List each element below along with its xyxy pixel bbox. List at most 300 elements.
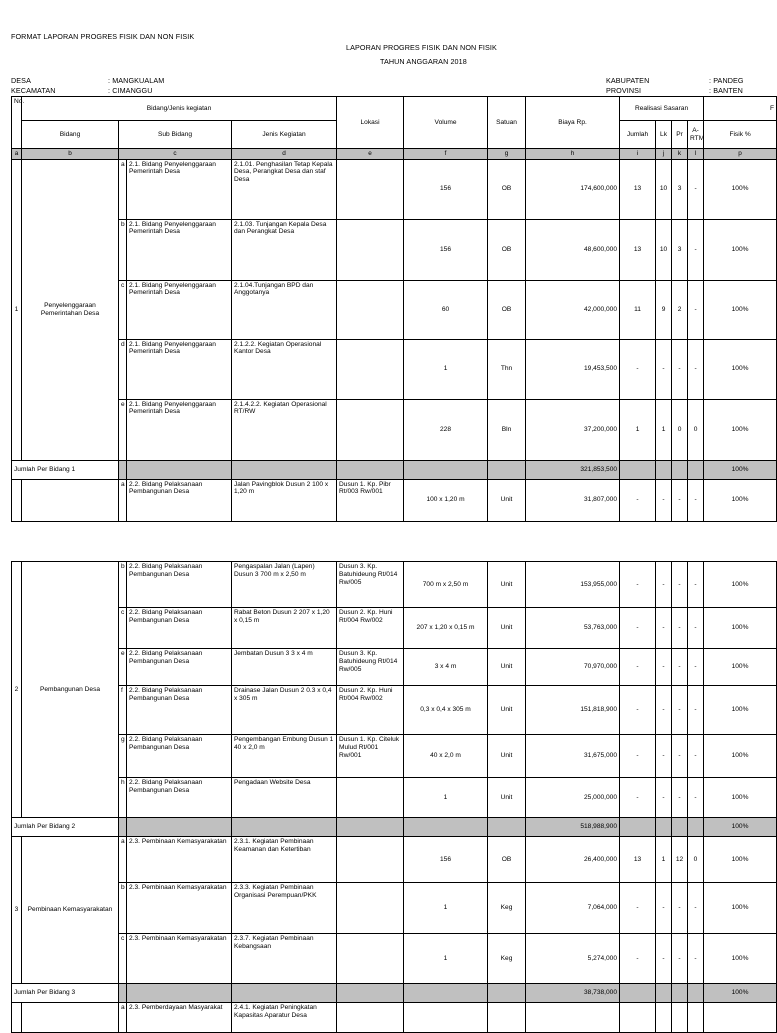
empty-cell (119, 460, 127, 479)
fisik-cell: 100% (704, 339, 777, 399)
jumlah-cell: - (620, 608, 656, 649)
sub-bidang-cell: 2.2. Bidang Pelaksanaan Pembangunan Desa (127, 649, 232, 686)
table-row (12, 934, 777, 984)
sub-letter-cell: b (119, 883, 127, 934)
lk-cell: - (656, 339, 672, 399)
lk-cell: 10 (656, 219, 672, 280)
volume-cell: 156 (404, 159, 488, 219)
jenis-kegiatan-cell: 2.1.04.Tunjangan BPD dan Anggotanya (232, 280, 337, 339)
artm-cell: - (688, 562, 704, 608)
artm-cell: - (688, 219, 704, 280)
jenis-kegiatan-cell: 2.1.4.2.2. Kegiatan Operasional RT/RW (232, 399, 337, 460)
satuan-cell: Keg (488, 883, 526, 934)
satuan-cell: Unit (488, 649, 526, 686)
empty-cell (488, 984, 526, 1003)
volume-cell: 1 (404, 339, 488, 399)
empty-cell (127, 818, 232, 837)
satuan-cell: Unit (488, 479, 526, 521)
table-row (12, 735, 777, 778)
fisik-cell: 100% (704, 219, 777, 280)
col-lk: Lk (656, 121, 672, 149)
satuan-cell: Unit (488, 686, 526, 735)
pr-cell: - (672, 778, 688, 818)
volume-cell: 700 m x 2,50 m (404, 562, 488, 608)
col-realisasi: Realisasi Sasaran (620, 97, 704, 121)
lk-cell: - (656, 778, 672, 818)
col-bidang-jenis: Bidang/Jenis kegiatan (22, 97, 337, 121)
pr-cell: - (672, 735, 688, 778)
kecamatan-value: : CIMANGGU (108, 86, 153, 95)
desa-label: DESA (11, 76, 31, 85)
pr-cell: 3 (672, 219, 688, 280)
artm-cell: - (688, 280, 704, 339)
jumlah-cell: - (620, 883, 656, 934)
satuan-cell: Thn (488, 339, 526, 399)
sub-letter-cell: e (119, 399, 127, 460)
empty-cell (488, 460, 526, 479)
fisik-cell: 100% (704, 778, 777, 818)
empty-cell (688, 818, 704, 837)
empty-cell (620, 1003, 656, 1033)
table-row (12, 778, 777, 818)
satuan-cell: Unit (488, 562, 526, 608)
col-biaya: Biaya Rp. (526, 97, 620, 149)
bidang-3-body (12, 837, 777, 1003)
empty-cell (127, 984, 232, 1003)
letter-cell: l (688, 149, 704, 160)
kabupaten-label: KABUPATEN (606, 76, 650, 85)
volume-cell: 60 (404, 280, 488, 339)
jumlah-cell: - (620, 934, 656, 984)
biaya-cell: 70,970,000 (526, 649, 620, 686)
provinsi-label: PROVINSI (606, 86, 642, 95)
satuan-cell: OB (488, 280, 526, 339)
empty-cell (688, 984, 704, 1003)
biaya-cell: 151,818,900 (526, 686, 620, 735)
bidang-name-cell: Pembangunan Desa (22, 562, 119, 818)
sub-bidang-cell: 2.3. Pembinaan Kemasyarakatan (127, 934, 232, 984)
col-artm-line1: A- (692, 126, 699, 134)
bidang-number-cell: 1 (12, 159, 22, 460)
biaya-cell: 5,274,000 (526, 934, 620, 984)
sub-letter-cell: a (119, 837, 127, 883)
col-jenis: Jenis Kegiatan (232, 121, 337, 149)
jenis-kegiatan-cell: 2.1.2.2. Kegiatan Operasional Kantor Desa (232, 339, 337, 399)
pr-cell: - (672, 686, 688, 735)
fisik-cell: 100% (704, 837, 777, 883)
empty-cell (404, 818, 488, 837)
subtotal-row (12, 984, 777, 1003)
biaya-cell: 37,200,000 (526, 399, 620, 460)
column-letter-row (12, 149, 777, 160)
lk-cell: - (656, 479, 672, 521)
subtotal-biaya: 321,853,500 (526, 460, 620, 479)
empty-cell (232, 818, 337, 837)
letter-cell: k (672, 149, 688, 160)
table-row (12, 219, 777, 280)
sub-letter-cell: f (119, 686, 127, 735)
sub-bidang-cell: 2.2. Bidang Pelaksanaan Pembangunan Desa (127, 608, 232, 649)
subtotal-row (12, 460, 777, 479)
artm-cell: - (688, 649, 704, 686)
letter-cell: p (704, 149, 777, 160)
table-row (12, 280, 777, 339)
empty-cell (620, 460, 656, 479)
fisik-cell: 100% (704, 608, 777, 649)
lokasi-cell (337, 883, 404, 934)
year-line: TAHUN ANGGARAN 2018 (380, 57, 467, 66)
col-volume: Volume (404, 97, 488, 149)
report-page-1 (11, 96, 775, 520)
table-row (12, 159, 777, 219)
pr-cell: - (672, 339, 688, 399)
jenis-kegiatan-cell: 2.3.7. Kegiatan Pembinaan Kebangsaan (232, 934, 337, 984)
jenis-kegiatan-cell: 2.1.03. Tunjangan Kepala Desa dan Perangkat Desa (232, 219, 337, 280)
biaya-cell: 153,955,000 (526, 562, 620, 608)
volume-cell: 0,3 x 0,4 x 305 m (404, 686, 488, 735)
jenis-kegiatan-cell: Drainase Jalan Dusun 2 0.3 x 0,4 x 305 m (232, 686, 337, 735)
lokasi-cell (337, 837, 404, 883)
report-page-2 (11, 561, 768, 1024)
letter-cell: d (232, 149, 337, 160)
biaya-cell: 26,400,000 (526, 837, 620, 883)
sub-bidang-cell: 2.2. Bidang Pelaksanaan Pembangunan Desa (127, 479, 232, 521)
letter-cell: f (404, 149, 488, 160)
bidang-number-cell: 2 (12, 562, 22, 818)
lokasi-cell: Dusun 2. Kp. Huni Rt/004 Rw/002 (337, 608, 404, 649)
biaya-cell: 31,807,000 (526, 479, 620, 521)
artm-cell: - (688, 686, 704, 735)
bidang-4-body (12, 1003, 777, 1033)
bidang-number-cell (12, 1003, 22, 1033)
empty-cell (404, 460, 488, 479)
bidang-2-body-start (12, 479, 777, 521)
sub-bidang-cell: 2.1. Bidang Penyelenggaraan Pemerintah Desa (127, 339, 232, 399)
sub-bidang-cell: 2.3. Pembinaan Kemasyarakatan (127, 837, 232, 883)
jumlah-cell: - (620, 649, 656, 686)
sub-letter-cell: c (119, 934, 127, 984)
sub-letter-cell: b (119, 219, 127, 280)
satuan-cell: Keg (488, 934, 526, 984)
volume-cell: 3 x 4 m (404, 649, 488, 686)
lk-cell: - (656, 735, 672, 778)
lokasi-cell (337, 159, 404, 219)
fisik-cell: 100% (704, 934, 777, 984)
empty-cell (337, 984, 404, 1003)
col-satuan: Satuan (488, 97, 526, 149)
lokasi-cell (337, 399, 404, 460)
letter-cell: e (337, 149, 404, 160)
artm-cell: - (688, 735, 704, 778)
empty-cell (672, 1003, 688, 1033)
pr-cell: - (672, 562, 688, 608)
satuan-cell: Unit (488, 608, 526, 649)
satuan-cell: Bln (488, 399, 526, 460)
biaya-cell: 7,064,000 (526, 883, 620, 934)
artm-cell: - (688, 608, 704, 649)
empty-cell (672, 460, 688, 479)
artm-cell: - (688, 778, 704, 818)
sub-bidang-cell: 2.2. Bidang Pelaksanaan Pembangunan Desa (127, 778, 232, 818)
fisik-cell: 100% (704, 649, 777, 686)
volume-cell: 1 (404, 934, 488, 984)
jenis-kegiatan-cell: Jembatan Dusun 3 3 x 4 m (232, 649, 337, 686)
empty-cell (337, 1003, 404, 1033)
col-artm (688, 121, 704, 149)
bidang-name-cell: Pembinaan Kemasyarakatan (22, 837, 119, 984)
satuan-cell: Unit (488, 778, 526, 818)
jumlah-cell: - (620, 686, 656, 735)
table-row (12, 399, 777, 460)
format-title: FORMAT LAPORAN PROGRES FISIK DAN NON FISIK (11, 32, 195, 41)
jumlah-cell: - (620, 479, 656, 521)
jenis-kegiatan-cell: 2.3.3. Kegiatan Pembinaan Organisasi Perempuan/PKK (232, 883, 337, 934)
empty-cell (488, 1003, 526, 1033)
report-table-2 (11, 561, 777, 1033)
empty-cell (688, 460, 704, 479)
sub-bidang-cell: 2.3. Pembinaan Kemasyarakatan (127, 883, 232, 934)
sub-bidang-cell: 2.2. Bidang Pelaksanaan Pembangunan Desa (127, 735, 232, 778)
empty-cell (232, 460, 337, 479)
volume-cell: 1 (404, 778, 488, 818)
letter-cell: i (620, 149, 656, 160)
volume-cell: 40 x 2,0 m (404, 735, 488, 778)
empty-cell (672, 818, 688, 837)
pr-cell: 3 (672, 159, 688, 219)
col-artm-line2: RTM (690, 134, 705, 142)
jumlah-cell: - (620, 778, 656, 818)
letter-cell: g (488, 149, 526, 160)
satuan-cell: OB (488, 219, 526, 280)
empty-cell (688, 1003, 704, 1033)
jenis-kegiatan-cell: 2.3.1. Kegiatan Pembinaan Keamanan dan Ketertiban (232, 837, 337, 883)
pr-cell: - (672, 883, 688, 934)
subtotal-fisik: 100% (704, 818, 777, 837)
lokasi-cell (337, 934, 404, 984)
bidang-number-cell (12, 479, 22, 521)
artm-cell: - (688, 934, 704, 984)
satuan-cell: OB (488, 837, 526, 883)
jenis-kegiatan-cell: Rabat Beton Dusun 2 207 x 1,20 x 0,15 m (232, 608, 337, 649)
bidang-2-body-cont (12, 562, 777, 837)
jumlah-cell: 1 (620, 399, 656, 460)
pr-cell: 12 (672, 837, 688, 883)
report-table-1 (11, 96, 777, 522)
empty-cell (119, 984, 127, 1003)
empty-cell (488, 818, 526, 837)
letter-cell: c (119, 149, 232, 160)
biaya-cell: 42,000,000 (526, 280, 620, 339)
sub-letter-cell: h (119, 778, 127, 818)
pr-cell: 2 (672, 280, 688, 339)
sub-letter-cell: d (119, 339, 127, 399)
fisik-cell: 100% (704, 399, 777, 460)
lokasi-cell: Dusun 3. Kp. Batuhideung Rt/014 Rw/005 (337, 562, 404, 608)
lk-cell: - (656, 649, 672, 686)
pr-cell: - (672, 649, 688, 686)
lk-cell: 9 (656, 280, 672, 339)
lk-cell: 1 (656, 837, 672, 883)
jumlah-cell: - (620, 735, 656, 778)
pr-cell: - (672, 934, 688, 984)
volume-cell: 156 (404, 837, 488, 883)
lokasi-cell: Dusun 2. Kp. Huni Rt/004 Rw/002 (337, 686, 404, 735)
table-row (12, 686, 777, 735)
jenis-kegiatan-cell: Pengembangan Embung Dusun 1 40 x 2,0 m (232, 735, 337, 778)
table-row (12, 837, 777, 883)
jumlah-cell: 11 (620, 280, 656, 339)
subtotal-label: Jumlah Per Bidang 2 (12, 818, 119, 837)
bidang-1-body (12, 159, 777, 479)
fisik-cell: 100% (704, 159, 777, 219)
col-pr: Pr (672, 121, 688, 149)
pr-cell: - (672, 608, 688, 649)
pr-cell: 0 (672, 399, 688, 460)
table-row (12, 608, 777, 649)
lokasi-cell (337, 219, 404, 280)
lokasi-cell (337, 778, 404, 818)
lokasi-cell: Dusun 3. Kp. Batuhideung Rt/014 Rw/005 (337, 649, 404, 686)
empty-cell (656, 818, 672, 837)
jenis-kegiatan-cell: 2.1.01. Penghasilan Tetap Kepala Desa, Perangkat Desa dan staf Desa (232, 159, 337, 219)
col-no: No. (12, 97, 22, 149)
sub-bidang-cell: 2.2. Bidang Pelaksanaan Pembangunan Desa (127, 562, 232, 608)
empty-cell (404, 984, 488, 1003)
bidang-name-cell: Penyelenggaraan Pemerintahan Desa (22, 159, 119, 460)
empty-cell (656, 460, 672, 479)
sub-letter-cell: g (119, 735, 127, 778)
biaya-cell: 31,675,000 (526, 735, 620, 778)
artm-cell: 0 (688, 837, 704, 883)
col-sub-bidang: Sub Bidang (119, 121, 232, 149)
subtotal-row (12, 818, 777, 837)
lk-cell: - (656, 562, 672, 608)
volume-cell: 1 (404, 883, 488, 934)
pr-cell: - (672, 479, 688, 521)
kabupaten-value: : PANDEG (709, 76, 744, 85)
fisik-cell: 100% (704, 686, 777, 735)
sub-letter-cell: a (119, 479, 127, 521)
fisik-cell: 100% (704, 735, 777, 778)
subtotal-label: Jumlah Per Bidang 3 (12, 984, 119, 1003)
provinsi-value: : BANTEN (709, 86, 743, 95)
report-title: LAPORAN PROGRES FISIK DAN NON FISIK (346, 43, 497, 52)
fisik-cell: 100% (704, 562, 777, 608)
artm-cell: - (688, 479, 704, 521)
lokasi-cell (337, 280, 404, 339)
letter-cell: h (526, 149, 620, 160)
lk-cell: - (656, 608, 672, 649)
volume-cell: 156 (404, 219, 488, 280)
letter-cell: b (22, 149, 119, 160)
sub-bidang-cell: 2.1. Bidang Penyelenggaraan Pemerintah Desa (127, 219, 232, 280)
table-row (12, 883, 777, 934)
lokasi-cell: Dusun 1. Kp. Citeluk Mulud Rt/001 Rw/001 (337, 735, 404, 778)
jenis-kegiatan-cell: Jalan Pavingblok Dusun 2 100 x 1,20 m (232, 479, 337, 521)
lk-cell: - (656, 934, 672, 984)
sub-letter-cell: b (119, 562, 127, 608)
jumlah-cell: - (620, 562, 656, 608)
jenis-kegiatan-cell: 2.4.1. Kegiatan Peningkatan Kapasitas Aparatur Desa (232, 1003, 337, 1033)
col-next-cut: F (704, 97, 777, 121)
biaya-cell: 25,000,000 (526, 778, 620, 818)
volume-cell: 207 x 1,20 x 0,15 m (404, 608, 488, 649)
col-fisik: Fisik % (704, 121, 777, 149)
satuan-cell: OB (488, 159, 526, 219)
jumlah-cell: 13 (620, 219, 656, 280)
subtotal-label: Jumlah Per Bidang 1 (12, 460, 119, 479)
sub-bidang-cell: 2.2. Bidang Pelaksanaan Pembangunan Desa (127, 686, 232, 735)
sub-bidang-cell: 2.1. Bidang Penyelenggaraan Pemerintah Desa (127, 280, 232, 339)
letter-cell: j (656, 149, 672, 160)
lk-cell: - (656, 686, 672, 735)
empty-cell (404, 1003, 488, 1033)
empty-cell (620, 818, 656, 837)
empty-cell (337, 460, 404, 479)
empty-cell (672, 984, 688, 1003)
volume-cell: 228 (404, 399, 488, 460)
volume-cell: 100 x 1,20 m (404, 479, 488, 521)
table-row (12, 649, 777, 686)
empty-cell (127, 460, 232, 479)
lokasi-cell: Dusun 1. Kp. Pibr Rt/003 Rw/001 (337, 479, 404, 521)
empty-cell (232, 984, 337, 1003)
empty-cell (620, 984, 656, 1003)
table-row (12, 1003, 777, 1033)
sub-letter-cell: a (119, 159, 127, 219)
artm-cell: - (688, 159, 704, 219)
bidang-name-cell (22, 479, 119, 521)
subtotal-biaya: 518,988,900 (526, 818, 620, 837)
letter-cell: a (12, 149, 22, 160)
fisik-cell: 100% (704, 883, 777, 934)
empty-cell (526, 1003, 620, 1033)
biaya-cell: 48,600,000 (526, 219, 620, 280)
bidang-number-cell: 3 (12, 837, 22, 984)
empty-cell (337, 818, 404, 837)
biaya-cell: 53,763,000 (526, 608, 620, 649)
col-jumlah: Jumlah (620, 121, 656, 149)
col-lokasi: Lokasi (337, 97, 404, 149)
artm-cell: - (688, 883, 704, 934)
table-row (12, 479, 777, 521)
sub-letter-cell: a (119, 1003, 127, 1033)
empty-cell (656, 1003, 672, 1033)
col-bidang: Bidang (22, 121, 119, 149)
artm-cell: 0 (688, 399, 704, 460)
lokasi-cell (337, 339, 404, 399)
empty-cell (119, 818, 127, 837)
fisik-cell: 100% (704, 479, 777, 521)
satuan-cell: Unit (488, 735, 526, 778)
table-row (12, 339, 777, 399)
empty-cell (656, 984, 672, 1003)
subtotal-fisik: 100% (704, 460, 777, 479)
table-row (12, 562, 777, 608)
sub-bidang-cell: 2.1. Bidang Penyelenggaraan Pemerintah Desa (127, 159, 232, 219)
fisik-cell: 100% (704, 280, 777, 339)
kecamatan-label: KECAMATAN (11, 86, 56, 95)
biaya-cell: 174,600,000 (526, 159, 620, 219)
subtotal-biaya: 38,738,000 (526, 984, 620, 1003)
biaya-cell: 19,453,500 (526, 339, 620, 399)
jumlah-cell: - (620, 339, 656, 399)
subtotal-fisik: 100% (704, 984, 777, 1003)
sub-letter-cell: c (119, 608, 127, 649)
empty-cell (704, 1003, 777, 1033)
sub-bidang-cell: 2.3. Pemberdayaan Masyarakat (127, 1003, 232, 1033)
lk-cell: - (656, 883, 672, 934)
